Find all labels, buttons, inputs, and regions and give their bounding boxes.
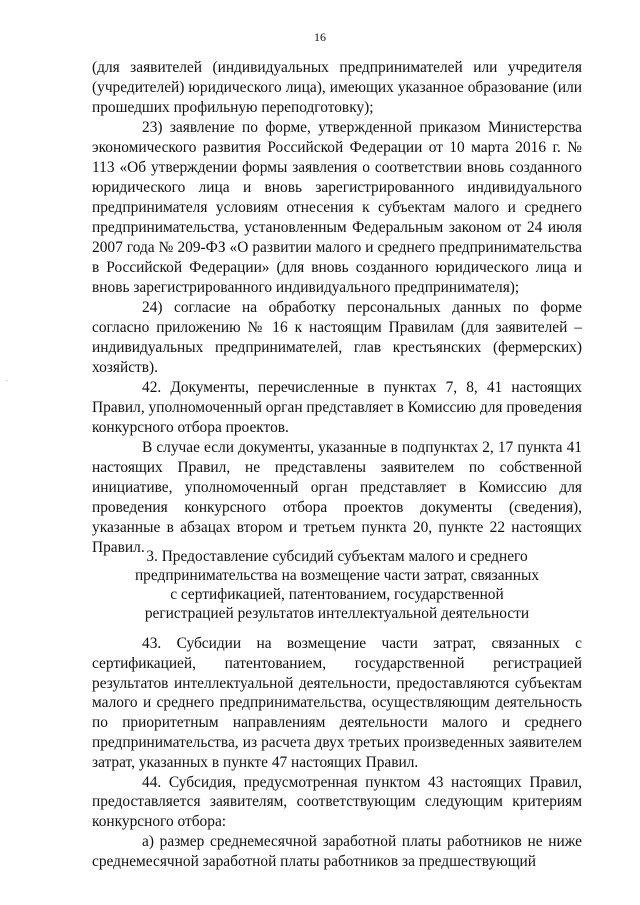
bottom-text-block [92,634,582,872]
top-text-block [92,58,582,558]
paragraph-42: 42. Документы, перечисленные в пунктах 7, 8, 41 настоящих Правил, уполномоченный орган представляет в Комиссию для проведения конкурсного отбора проектов. [92,379,582,436]
margin-mark: . [6,373,9,383]
paragraph-42-case: В случае если документы, указанные в подпунктах 2, 17 пункта 41 настоящих Правил, не представлены заявителем по собственной инициативе, уполномоченный орган представляет в Комиссию для проведения конкурсного отбора проектов документы (сведения), указанные в абзацах втором и третьем пункта 20, пункте 22 настоящих Правил. [92,439,582,556]
paragraph-44: 44. Субсидия, предусмотренная пунктом 43 настоящих Правил, предоставляется заявителям, соответствующим следующим критериям конкурсного отбора: [92,773,582,831]
paragraph-item-24: 24) согласие на обработку персональных данных по форме согласно приложению № 16 к настоящим Правилам (для заявителей – индивидуальных предпринимателей, глав крестьянских (фермерских) хозяйств). [92,299,582,376]
section-heading-line-2: предпринимательства на возмещение части затрат, связанных [134,567,540,584]
paragraph-item-23: 23) заявление по форме, утвержденной приказом Министерства экономического развития Российской Федерации от 10 марта 2016 г. № 113 «Об утверждении формы заявления о соответствии вновь созданного юридического лица и вновь зарегистрированного индивидуального предпринимателя условиям отнесения к субъектам малого и среднего предпринимательства, установленным Федеральным законом от 24 июля 2007 года № 209-ФЗ «О развитии малого и среднего предпринимательства в Российской Федерации» (для вновь созданного юридического лица и вновь зарегистрированного индивидуального предпринимателя); [92,119,582,296]
section-heading-line-3: с сертификацией, патентованием, государственной [170,586,504,603]
paragraph-44-a: а) размер среднемесячной заработной платы работников не ниже среднемесячной заработной платы работников за предшествующий [92,832,582,870]
section-heading [92,547,582,623]
paragraph-43: 43. Субсидии на возмещение части затрат, связанных с сертификацией, патентованием, государственной регистрацией результатов интеллектуальной деятельности, предоставляются субъектам малого и среднего предпринимательства, осуществляющим деятельность по приоритетным направлениям деятельности малого и среднего предпринимательства, из расчета двух третьих произведенных заявителем затрат, указанных в пункте 47 настоящих Правил. [92,635,582,771]
section-heading-line-4: регистрацией результатов интеллектуальной деятельности [144,605,530,622]
page-number: 16 [314,30,326,44]
section-heading-line-1: 3. Предоставление субсидий субъектам малого и среднего [146,548,528,565]
paragraph-continuation: (для заявителей (индивидуальных предпринимателей или учредителя (учредителей) юридического лица), имеющих указанное образование (или прошедших профильную переподготовку); [92,59,582,116]
